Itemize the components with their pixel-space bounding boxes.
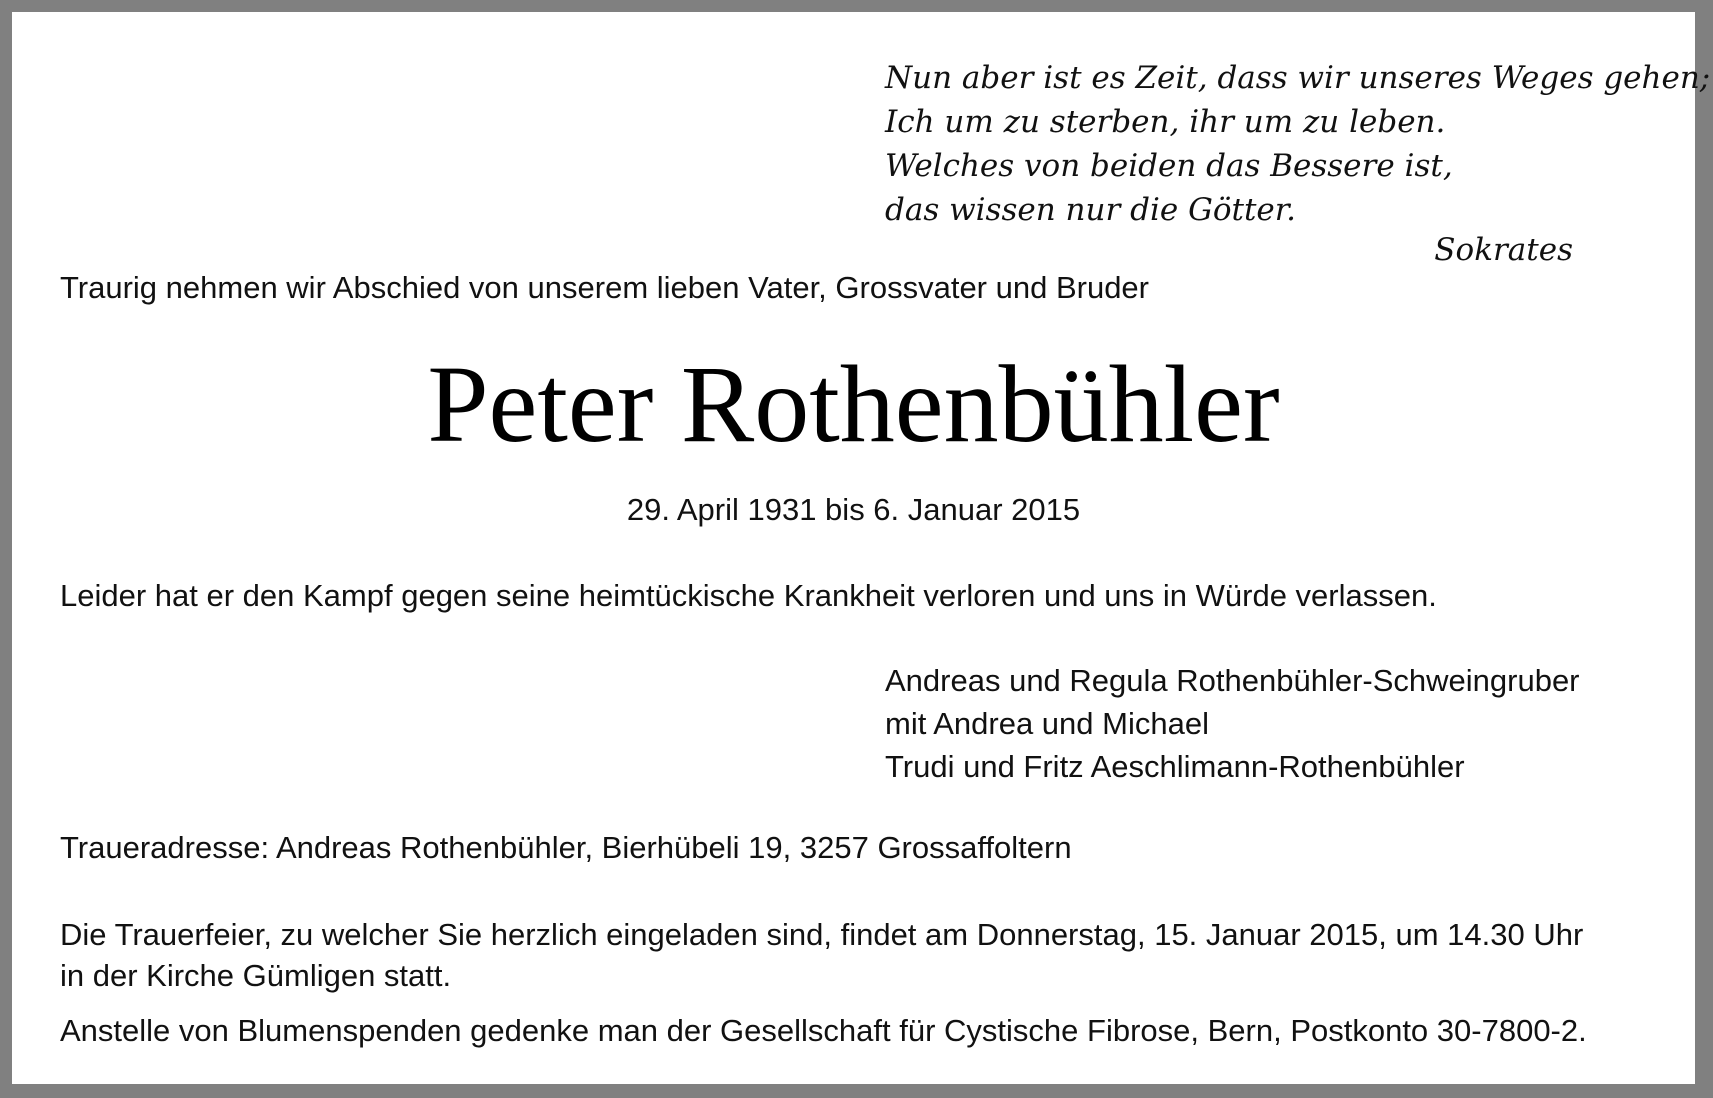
mourning-address: Traueradresse: Andreas Rothenbühler, Bierhübeli 19, 3257 Grossaffoltern (60, 830, 1072, 865)
deceased-name: Peter Rothenbühler (427, 343, 1280, 465)
mourner-line: Trudi und Fritz Aeschlimann-Rothenbühler (885, 749, 1465, 784)
ceremony-line: Die Trauerfeier, zu welcher Sie herzlich eingeladen sind, findet am Donnerstag, 15. Januar 2015, um 14.30 Uhr (60, 917, 1584, 952)
obituary-notice (12, 12, 1711, 1084)
quote-line: Nun aber ist es Zeit, dass wir unseres Weges gehen; (885, 60, 1711, 96)
quote-line: Welches von beiden das Bessere ist, (885, 148, 1453, 184)
mourner-line: mit Andrea und Michael (885, 706, 1209, 741)
quote-line: Ich um zu sterben, ihr um zu leben. (885, 104, 1446, 140)
quote-block (885, 56, 1710, 232)
farewell-sentence: Leider hat er den Kampf gegen seine heimtückische Krankheit verloren und uns in Würde verlassen. (60, 578, 1437, 613)
mourners-list (885, 659, 1580, 788)
life-dates: 29. April 1931 bis 6. Januar 2015 (626, 492, 1081, 527)
quote-line: das wissen nur die Götter. (885, 192, 1297, 228)
donation-note: Anstelle von Blumenspenden gedenke man der Gesellschaft für Cystische Fibrose, Bern, Postkonto 30-7800-2. (60, 1013, 1587, 1048)
mourner-line: Andreas und Regula Rothenbühler-Schweingruber (885, 663, 1580, 698)
quote-author: Sokrates (1434, 232, 1573, 268)
ceremony-info (60, 914, 1583, 996)
intro-text: Traurig nehmen wir Abschied von unserem lieben Vater, Grossvater und Bruder (60, 270, 1149, 305)
ceremony-line: in der Kirche Gümligen statt. (60, 958, 452, 993)
